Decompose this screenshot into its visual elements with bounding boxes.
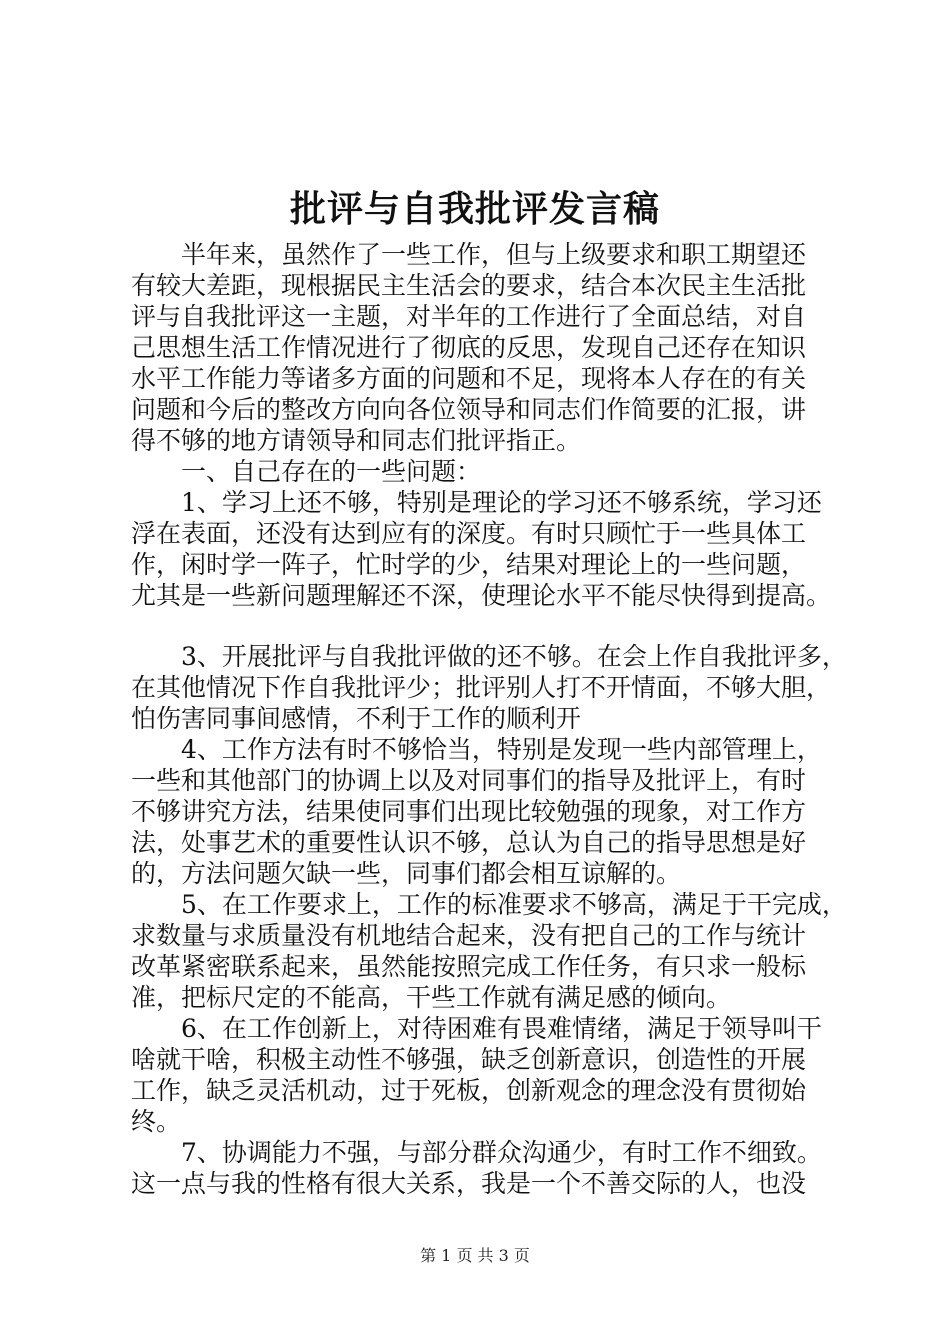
paragraph-line: 7、协调能力不强，与部分群众沟通少，有时工作不细致。 [181, 1138, 822, 1167]
paragraph-line: 4、工作方法有时不够恰当，特别是发现一些内部管理上， [181, 735, 822, 764]
paragraph-line: 怕伤害同事间感情，不利于工作的顺利开 [131, 704, 582, 733]
paragraph-line: 改革紧密联系起来，虽然能按照完成工作任务，有只求一般标 [131, 952, 807, 981]
section-heading: 一、自己存在的一些问题： [181, 457, 482, 486]
paragraph-gap [131, 611, 831, 641]
document-body [131, 239, 847, 1199]
paragraph-line: 不够讲究方法，结果使同事们出现比较勉强的现象，对工作方 [131, 797, 807, 826]
page-number-footer: 第 1 页 共 3 页 [420, 1246, 530, 1265]
paragraph-line: 的，方法问题欠缺一些，同事们都会相互谅解的。 [131, 859, 682, 888]
paragraph-line: 半年来，虽然作了一些工作，但与上级要求和职工期望还 [181, 240, 807, 269]
paragraph-line: 3、开展批评与自我批评做的还不够。在会上作自我批评多， [181, 642, 847, 671]
paragraph-line: 5、在工作要求上，工作的标准要求不够高，满足于干完成， [181, 890, 847, 919]
paragraph-line: 工作，缺乏灵活机动，过于死板，创新观念的理念没有贯彻始 [131, 1076, 807, 1105]
paragraph-line: 尤其是一些新问题理解还不深，使理论水平不能尽快得到提高。 [131, 581, 832, 610]
paragraph-line: 浮在表面，还没有达到应有的深度。有时只顾忙于一些具体工 [131, 519, 807, 548]
paragraph-line: 得不够的地方请领导和同志们批评指正。 [131, 426, 582, 455]
paragraph-line: 一些和其他部门的协调上以及对同事们的指导及批评上，有时 [131, 766, 807, 795]
paragraph-line: 己思想生活工作情况进行了彻底的反思，发现自己还存在知识 [131, 333, 807, 362]
paragraph-line: 终。 [131, 1107, 182, 1136]
paragraph-line: 问题和今后的整改方向向各位领导和同志们作简要的汇报，讲 [131, 395, 807, 424]
paragraph-line: 准，把标尺定的不能高，干些工作就有满足感的倾向。 [131, 983, 732, 1012]
paragraph-line: 求数量与求质量没有机地结合起来，没有把自己的工作与统计 [131, 921, 807, 950]
document-title: 批评与自我批评发言稿 [289, 188, 660, 230]
paragraph-line: 啥就干啥，积极主动性不够强，缺乏创新意识，创造性的开展 [131, 1045, 807, 1074]
paragraph-line: 1、学习上还不够，特别是理论的学习还不够系统，学习还 [181, 488, 822, 517]
paragraph-line: 作，闲时学一阵子，忙时学的少，结果对理论上的一些问题， [131, 550, 807, 579]
paragraph-line: 水平工作能力等诸多方面的问题和不足，现将本人存在的有关 [131, 364, 807, 393]
paragraph-line: 法，处事艺术的重要性认识不够，总认为自己的指导思想是好 [131, 828, 807, 857]
paragraph-line: 在其他情况下作自我批评少；批评别人打不开情面，不够大胆， [131, 673, 832, 702]
paragraph-line: 有较大差距，现根据民主生活会的要求，结合本次民主生活批 [131, 271, 807, 300]
paragraph-line: 6、在工作创新上，对待困难有畏难情绪，满足于领导叫干 [181, 1014, 822, 1043]
paragraph-line: 评与自我批评这一主题，对半年的工作进行了全面总结，对自 [131, 302, 807, 331]
paragraph-line: 这一点与我的性格有很大关系，我是一个不善交际的人，也没 [131, 1169, 807, 1198]
